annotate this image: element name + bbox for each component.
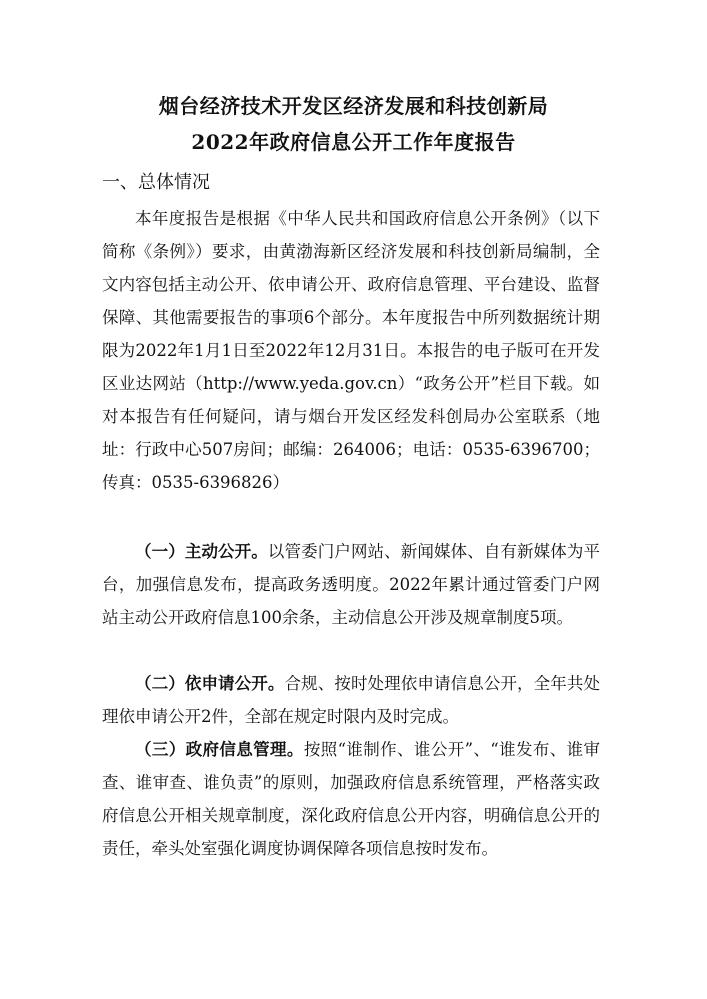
intro-paragraph: 本年度报告是根据《中华人民共和国政府信息公开条例》（以下简称《条例》）要求，由黄渤海新区经济发展和科技创新局编制，全文内容包括主动公开、依申请公开、政府信息管理、平台建设、监督保障、其他需要报告的事项6个部分。本年度报告中所列数据统计期限为2022年1月1日至2022年12月31日。本报告的电子版可在开发区业达网站（http://www.yeda.gov.cn）“政务公开”栏目下载。如对本报告有任何疑问，请与烟台开发区经发科创局办公室联系（地址：行政中心507房间；邮编：264006；电话：0535-6396700；传真：0535-6396826） [102, 209, 600, 492]
document-title-line2: 2022年政府信息公开工作年度报告 [191, 130, 516, 154]
paragraph-text: 按照“谁制作、谁公开”、“谁发布、谁审查、谁审查、谁负责”的原则，加强政府信息系统管理，严格落实政府信息公开相关规章制度，深化政府信息公开内容，明确信息公开的责任，牵头处室强化调度协调保障各项信息按时发布。 [102, 740, 601, 858]
paragraph-text: 以管委门户网站、新闻媒体、自有新媒体为平台，加强信息发布，提高政务透明度。2022年累计通过管委门户网站主动公开政府信息100余条，主动信息公开涉及规章制度5项。 [102, 542, 601, 627]
paragraph-text: 合规、按时处理依申请信息公开，全年共处理依申请公开2件，全部在规定时限内及时完成。 [102, 674, 601, 726]
paragraph-request-disclosure [102, 667, 600, 733]
section-heading-overview: 一、总体情况 [102, 172, 210, 193]
paragraph-lead: （三）政府信息管理。 [135, 740, 304, 759]
document-title-line1: 烟台经济技术开发区经济发展和科技创新局 [158, 94, 549, 118]
paragraph-info-management [102, 733, 600, 865]
paragraph-lead: （二）依申请公开。 [135, 674, 285, 693]
paragraph-lead: （一）主动公开。 [135, 542, 268, 561]
paragraph-active-disclosure [102, 535, 600, 634]
